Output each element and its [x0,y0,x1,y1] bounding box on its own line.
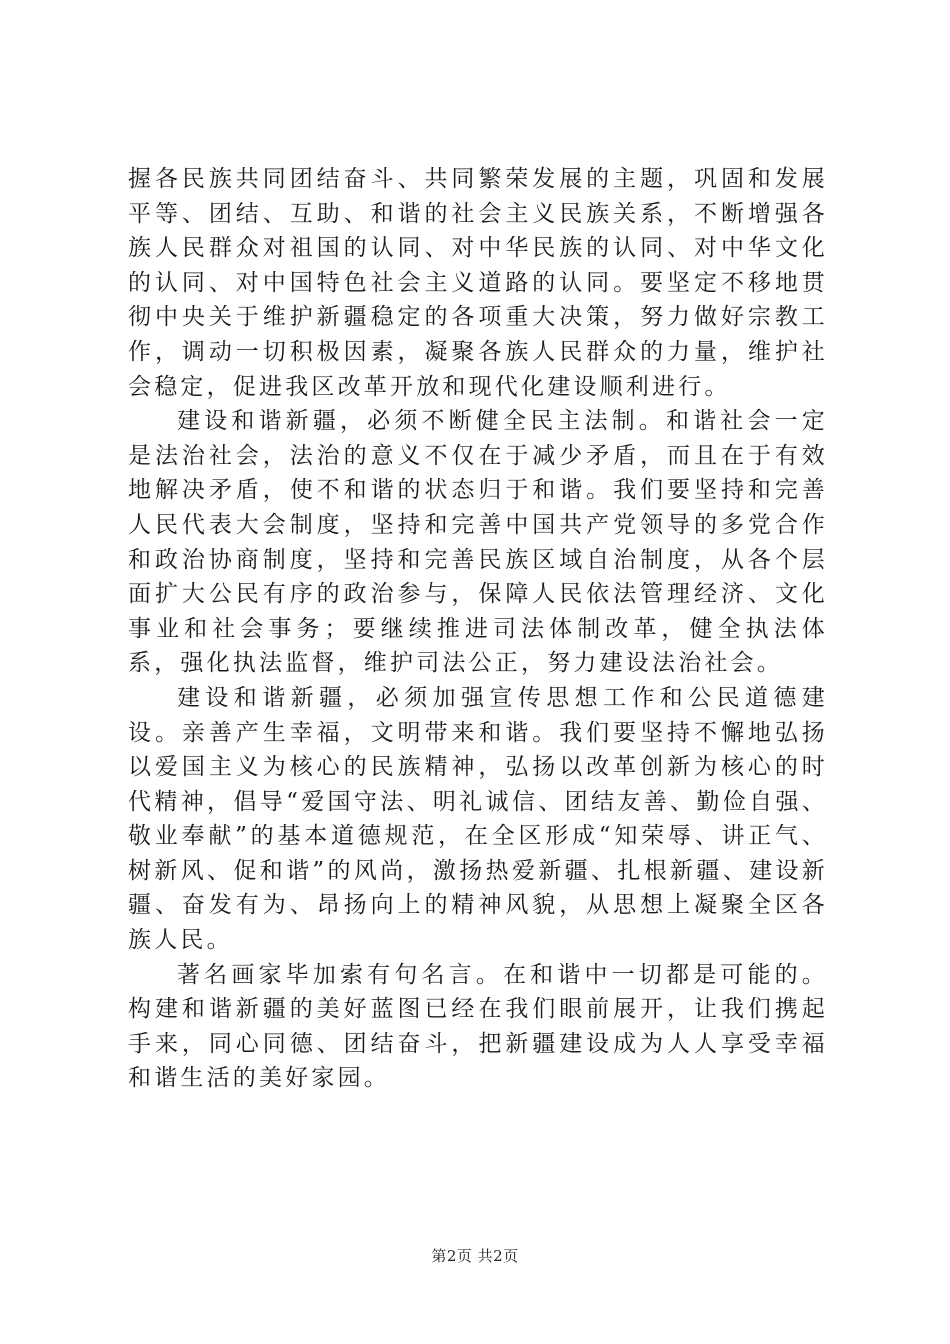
paragraph-conclusion: 著名画家毕加索有句名言。在和谐中一切都是可能的。构建和谐新疆的美好蓝图已经在我们眼前展开，让我们携起手来，同心同德、团结奋斗，把新疆建设成为人人享受幸福和谐生活的美好家园。 [128,961,828,1092]
document-body [128,162,828,1096]
paragraph-continued: 握各民族共同团结奋斗、共同繁荣发展的主题，巩固和发展平等、团结、互助、和谐的社会主义民族关系，不断增强各族人民群众对祖国的认同、对中华民族的认同、对中华文化的认同、对中国特色社会主义道路的认同。要坚定不移地贯彻中央关于维护新疆稳定的各项重大决策，努力做好宗教工作，调动一切积极因素，凝聚各族人民群众的力量，维护社会稳定，促进我区改革开放和现代化建设顺利进行。 [128,166,828,400]
paragraph-democracy-legal-system: 建设和谐新疆，必须不断健全民主法制。和谐社会一定是法治社会，法治的意义不仅在于减少矛盾，而且在于有效地解决矛盾，使不和谐的状态归于和谐。我们要坚持和完善人民代表大会制度，坚持和完善中国共产党领导的多党合作和政治协商制度，坚持和完善民族区域自治制度，从各个层面扩大公民有序的政治参与，保障人民依法管理经济、文化事业和社会事务；要继续推进司法体制改革，健全执法体系，强化执法监督，维护司法公正，努力建设法治社会。 [128,408,828,677]
page-number-footer: 第2页 共2页 [431,1247,519,1265]
paragraph-publicity-moral-building: 建设和谐新疆，必须加强宣传思想工作和公民道德建设。亲善产生幸福，文明带来和谐。我们要坚持不懈地弘扬以爱国主义为核心的民族精神，弘扬以改革创新为核心的时代精神，倡导“爱国守法、明礼诚信、团结友善、勤俭自强、敬业奉献”的基本道德规范，在全区形成“知荣辱、讲正气、树新风、促和谐”的风尚，激扬热爱新疆、扎根新疆、建设新疆、奋发有为、昂扬向上的精神风貌，从思想上凝聚全区各族人民。 [128,684,828,954]
